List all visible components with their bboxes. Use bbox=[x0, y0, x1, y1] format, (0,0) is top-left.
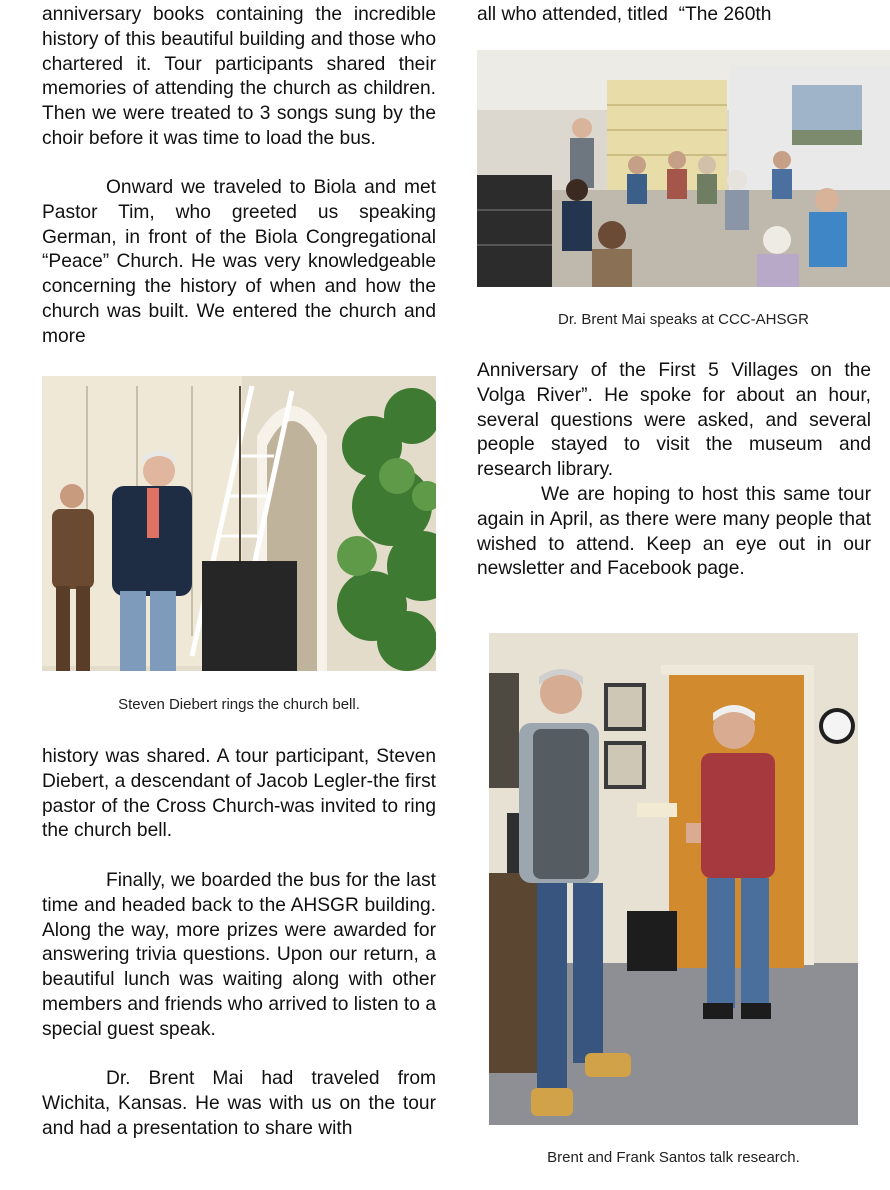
left-paragraph-brent-mai: Dr. Brent Mai had traveled from Wichita, Kansas. He was with us on the tour and had a presentation to share with bbox=[42, 1068, 436, 1139]
right-paragraph-title: all who attended, titled “The 260th bbox=[477, 4, 772, 25]
presentation-photo-caption: Dr. Brent Mai speaks at CCC-AHSGR bbox=[558, 311, 809, 328]
research-talk-photo bbox=[489, 633, 858, 1125]
church-bell-photo bbox=[42, 376, 436, 671]
bell-photo-caption: Steven Diebert rings the church bell. bbox=[118, 696, 360, 713]
left-paragraph-books: anniversary books containing the incredible history of this beautiful building and those who chartered it. Tour participants shared their memories of attending the church as children. Then we were treated to 3 songs sung by the choir before it was time to load the bus. bbox=[42, 4, 436, 149]
left-paragraph-finally: Finally, we boarded the bus for the last time and headed back to the AHSGR building. Along the way, more prizes were awarded for answering trivia questions. Upon our return, a beautiful lunch was waiting along with other members and friends who arrived to listen to a special guest speak. bbox=[42, 870, 436, 1040]
presentation-photo bbox=[477, 50, 890, 287]
left-paragraph-history: history was shared. A tour participant, Steven Diebert, a descendant of Jacob Legler-the first pastor of the Cross Church-was invited to ring the church bell. bbox=[42, 746, 436, 842]
right-paragraph-anniversary: Anniversary of the First 5 Villages on the Volga River”. He spoke for about an hour, several questions were asked, and several people stayed to visit the museum and research library. bbox=[477, 360, 871, 481]
left-paragraph-biola: Onward we traveled to Biola and met Pastor Tim, who greeted us speaking German, in front of the Biola Congregational “Peace” Church. He was very knowledgeable concerning the history of when and how the church was built. We entered the church and more bbox=[42, 177, 436, 347]
right-paragraph-hoping: We are hoping to host this same tour again in April, as there were many people that wished to attend. Keep an eye out in our newsletter and Facebook page. bbox=[477, 484, 871, 580]
research-photo-caption: Brent and Frank Santos talk research. bbox=[547, 1149, 800, 1166]
